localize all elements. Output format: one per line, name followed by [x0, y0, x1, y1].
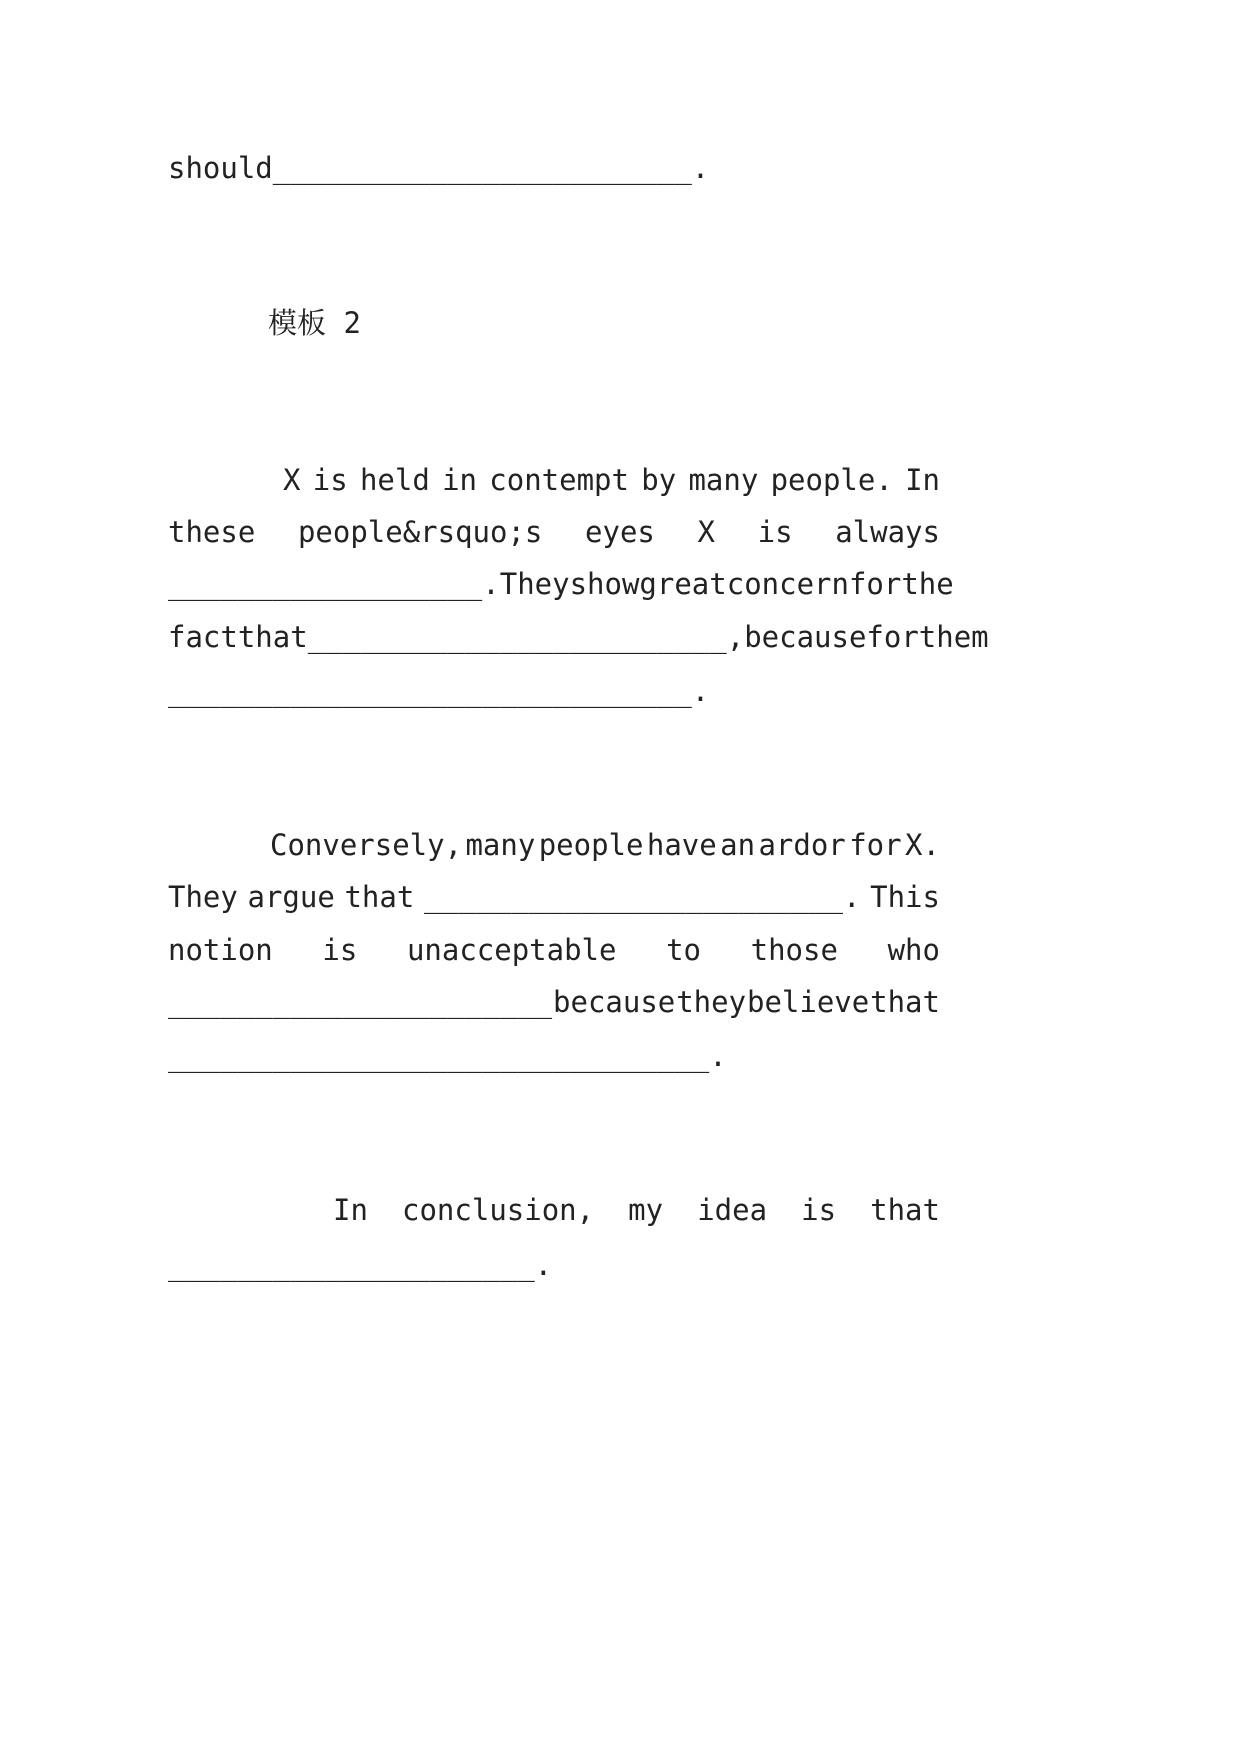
text-line: should________________________.	[168, 151, 710, 185]
word: an	[720, 828, 756, 862]
paragraph-1-line-5: ______________________________.	[168, 674, 710, 708]
word: my	[628, 1193, 664, 1227]
word: X.	[904, 828, 940, 862]
paragraph-2-line-3	[168, 930, 940, 970]
word: argue	[247, 880, 335, 914]
paragraph-3-line-1	[333, 1190, 940, 1230]
paragraph-2-line-2	[168, 877, 940, 917]
word: In	[905, 463, 940, 497]
word: for	[848, 567, 902, 601]
paragraph-1-line-2	[168, 512, 940, 552]
word: held	[359, 463, 430, 497]
paragraph-2-line-1	[270, 825, 940, 865]
word: ardor	[758, 828, 846, 862]
word: believe	[746, 985, 870, 1019]
word: This	[870, 880, 940, 914]
word: They	[168, 880, 238, 914]
word: great	[639, 567, 727, 601]
word: always	[835, 515, 940, 549]
word: In	[333, 1193, 368, 1227]
word: fact	[168, 620, 238, 654]
word: in	[442, 463, 477, 497]
word: Conversely,	[270, 828, 463, 862]
word: notion	[168, 933, 273, 967]
paragraph-2-line-5: _______________________________.	[168, 1039, 727, 1073]
word: the	[901, 567, 954, 601]
word: that	[344, 880, 415, 914]
word: them	[918, 620, 989, 654]
word: people.	[770, 463, 893, 497]
word: is	[322, 933, 358, 967]
word: that	[237, 620, 308, 654]
word: is	[757, 515, 793, 549]
word: ________________________.	[423, 880, 861, 914]
word: is	[801, 1193, 837, 1227]
section-heading: 模板 2	[268, 306, 361, 340]
word: those	[750, 933, 838, 967]
word: who	[887, 933, 940, 967]
word: people	[538, 828, 644, 862]
word: ______________________	[168, 985, 553, 1019]
paragraph-1-line-4	[168, 617, 989, 657]
word: by	[641, 463, 677, 497]
word: X	[697, 515, 715, 549]
word: contempt	[489, 463, 629, 497]
word: for	[866, 620, 919, 654]
paragraph-3-line-2: _____________________.	[168, 1248, 553, 1282]
word: eyes	[585, 515, 655, 549]
word: concern	[726, 567, 849, 601]
word: many	[688, 463, 759, 497]
paragraph-1-line-1	[283, 460, 940, 500]
word: many	[465, 828, 536, 862]
word: that	[870, 1193, 940, 1227]
word: is	[312, 463, 348, 497]
word: for	[849, 828, 902, 862]
word: conclusion,	[402, 1193, 595, 1227]
word: idea	[697, 1193, 768, 1227]
word: they	[676, 985, 747, 1019]
word: these	[168, 515, 256, 549]
word: people&rsquo;s	[297, 515, 543, 549]
paragraph-2-line-4	[168, 982, 940, 1022]
word: to	[666, 933, 701, 967]
word: X	[283, 463, 301, 497]
word: that	[870, 985, 940, 1019]
word: They	[499, 567, 570, 601]
word: because	[744, 620, 867, 654]
word: show	[569, 567, 640, 601]
word: have	[646, 828, 717, 862]
paragraph-1-line-3	[168, 564, 954, 604]
word: __________________.	[168, 567, 500, 601]
word: because	[553, 985, 676, 1019]
word: unacceptable	[406, 933, 617, 967]
word: ________________________,	[307, 620, 745, 654]
